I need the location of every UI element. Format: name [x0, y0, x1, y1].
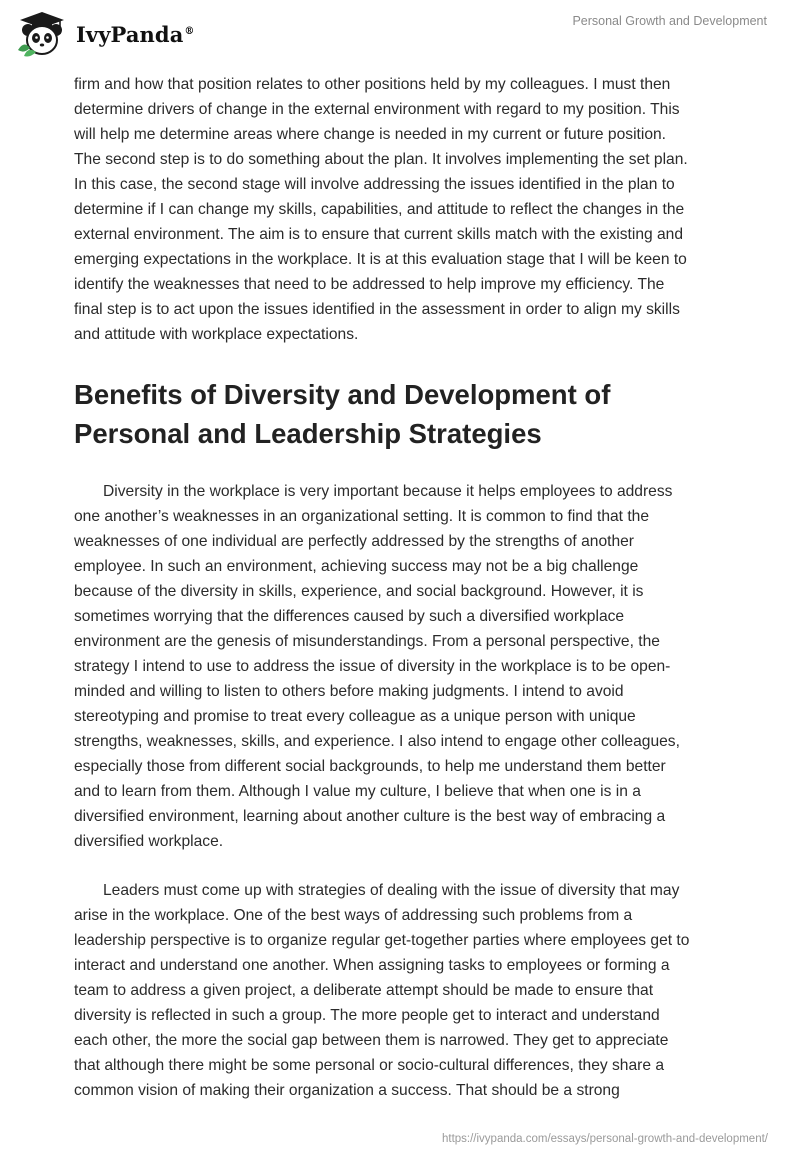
paragraph-spacer	[74, 854, 692, 878]
paragraph-diversity: Diversity in the workplace is very important because it helps employees to address one another’s weaknesses in an organizational setting. It is common to find that the weaknesses of one individual are perfectly addressed by the strengths of another employee. In such an environment, achieving success may not be a big challenge because of the diversity in skills, experience, and social background. However, it is sometimes worrying that the differences caused by such a diversified workplace environment are the genesis of misunderstandings. From a personal perspective, the strategy I intend to use to address the issue of diversity in the workplace is to be open-minded and willing to listen to others before making judgments. I intend to avoid stereotyping and promise to treat every colleague as a unique person with unique strengths, weaknesses, skills, and experience. I also intend to engage other colleagues, especially those from different social backgrounds, to help me understand them better and to learn from them. Although I value my culture, I believe that when one is in a diversified environment, learning about another culture is the best way of embracing a diversified workplace.	[74, 483, 680, 850]
essay-body	[74, 72, 692, 1103]
registered-mark: ®	[184, 25, 195, 37]
source-url-link[interactable]: https://ivypanda.com/essays/personal-growth-and-development/	[441, 1133, 768, 1145]
document-title: Personal Growth and Development	[572, 14, 767, 28]
panda-graduate-icon	[14, 10, 70, 58]
ivypanda-logo[interactable]	[14, 10, 195, 58]
section-heading: Benefits of Diversity and Development of Personal and Leadership Strategies	[74, 379, 611, 449]
logo-text: IvyPanda	[76, 21, 184, 47]
logo-wordmark	[76, 22, 195, 47]
paragraph-leadership: Leaders must come up with strategies of dealing with the issue of diversity that may arise in the workplace. One of the best ways of addressing such problems from a leadership perspective is to organize regular get-together parties where employees get to interact and understand one another. When assigning tasks to employees or forming a team to address a given project, a deliberate attempt should be made to ensure that diversity is reflected in such a group. The more people get to interact and understand each other, the more the social gap between them is narrowed. They get to appreciate that although there might be some personal or socio-cultural differences, they share a common vision of making their organization a success. That should be a strong	[74, 882, 690, 1099]
paragraph-continuation: firm and how that position relates to other positions held by my colleagues. I must then determine drivers of change in the external environment with regard to my position. This will help me determine areas where change is needed in my current or future position. The second step is to do something about the plan. It involves implementing the set plan. In this case, the second stage will involve addressing the issues identified in the plan to determine if I can change my skills, capabilities, and attitude to reflect the changes in the external environment. The aim is to ensure that current skills match with the existing and emerging expectations in the workplace. It is at this evaluation stage that I will be keen to identify the weaknesses that need to be addressed to help improve my efficiency. The final step is to act upon the issues identified in the assessment in order to align my skills and attitude with workplace expectations.	[74, 76, 688, 343]
page-header	[0, 0, 800, 70]
